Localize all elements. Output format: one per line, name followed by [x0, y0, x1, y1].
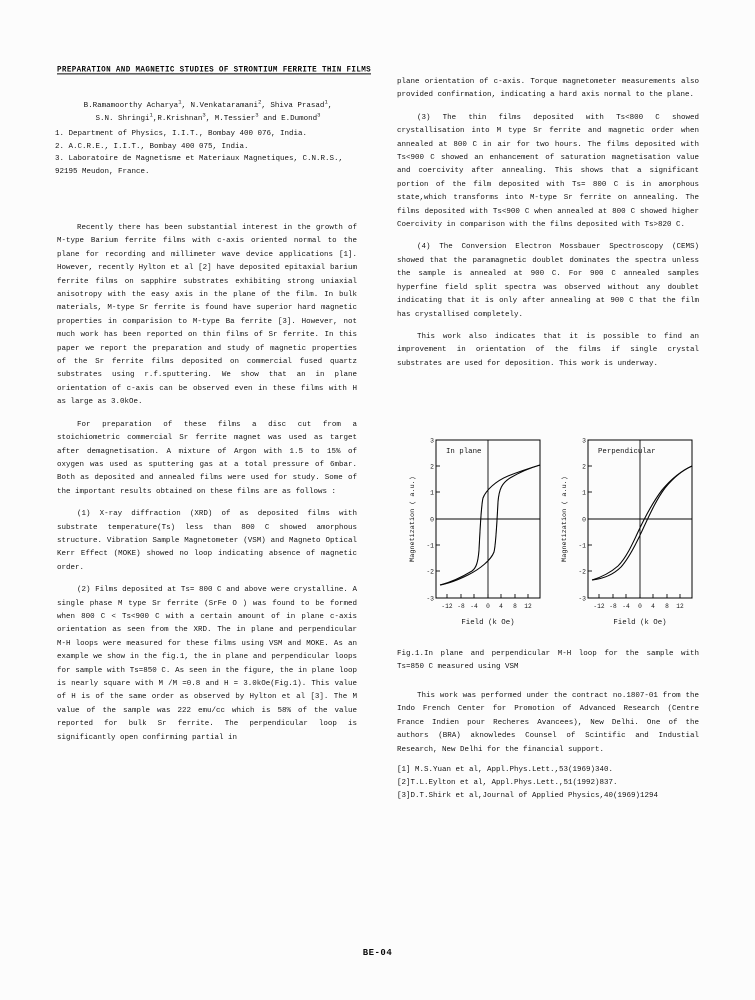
ytick-label: 2: [582, 463, 586, 471]
xtick-label: -8: [457, 603, 465, 610]
paragraph-result-3: (3) The thin films deposited with Ts<800 C showed crystallisation into M type Sr ferrite and magnetic order when annealed at 800 C in air for two hours. The films deposited with Ts<900 C showed an enhancement of saturation magnetisation value and coercivity after annealing. This shows that a significant portion of the film deposited with Ts= 800 C is in amorphous state,which transforms into M-type Sr ferrite on annealing. The films deposited with Ts<900 C when annealed at 800 C showed higher Coercivity in comparison with the films deposited with Ts>820 C.: [397, 113, 699, 230]
paragraph-conclusion: This work also indicates that it is possible to find an improvement in orientation of the films if single crystal substrates are used for deposition. This work is underway.: [397, 332, 699, 368]
page-code: BE-04: [362, 948, 393, 958]
xtick-label: 0: [486, 603, 490, 610]
xtick-label: 8: [665, 603, 669, 610]
body-column-left: [57, 222, 357, 745]
ytick-label: -3: [426, 595, 434, 603]
xtick-label: 12: [524, 603, 532, 610]
affiliation-list: [55, 128, 365, 178]
author-affil-marker: 3: [202, 111, 206, 119]
panel-label: Perpendicular: [598, 448, 656, 456]
reference-item: [1] M.S.Yuan et al, Appl.Phys.Lett.,53(1969)340.: [397, 766, 614, 774]
author-affil-marker: 3: [317, 111, 321, 119]
ytick-label: -1: [578, 542, 586, 550]
author-name: , N.Venkataramani: [181, 102, 259, 110]
chart-in-plane: [400, 432, 546, 640]
author-name: ,R.Krishnan: [152, 114, 203, 123]
affiliation-item: 3. Laboratoire de Magnetisme et Materiaux Magnetiques, C.N.R.S.,: [55, 155, 344, 164]
ytick-label: -3: [578, 595, 586, 603]
xtick-label: -8: [609, 603, 617, 610]
acknowledgement-section: [397, 690, 699, 757]
page-title: PREPARATION AND MAGNETIC STUDIES OF STRONTIUM FERRITE THIN FILMS: [57, 66, 372, 75]
y-axis-label: Magnetization ( a.u.): [561, 476, 569, 562]
x-axis-label: Field (k Oe): [461, 619, 515, 627]
paragraph-result-2-cont: plane orientation of c-axis. Torque magnetometer measurements also provided confirmation, indicating a hard axis normal to the plane.: [397, 78, 699, 100]
affiliation-item: 92195 Meudon, France.: [55, 167, 150, 176]
y-axis-label: Magnetization ( a.u.): [409, 476, 417, 562]
author-affil-marker: 2: [258, 98, 262, 106]
affiliation-item: 1. Department of Physics, I.I.T., Bombay 400 076, India.: [55, 130, 308, 138]
author-affil-marker: 1: [149, 111, 153, 119]
ytick-label: -2: [426, 568, 434, 576]
author-name: B.Ramamoorthy Acharya: [83, 102, 179, 110]
affiliation-item: 2. A.C.R.E., I.I.T., Bombay 400 075, India.: [55, 142, 249, 151]
ytick-label: -1: [426, 542, 434, 550]
xtick-label: 4: [651, 603, 655, 610]
paragraph-result-2: (2) Films deposited at Ts= 800 C and above were crystalline. A single phase M type Sr ferrite (SrFe O ) was found to be formed when 800 C < Ts<900 C with a certain amount of in plane c-axis orientation as seen from the XRD. The in plane and perpendicular M-H loops were measured for these films using VSM and MOKE. As an example we show in the fig.1, the in plane and perpendicular loops for sample with Ts=850 C. As seen in the figure, the in plane loop is nearly square with M /M =0.8 and H = 3.0kOe(Fig.1). This value of H is of the same order as observed by Hylton et al [3]. The M value of the sample was 222 emu/cc which is 58% of the value reported for bulk Sr ferrite. The perpendicular loop is significantly open confirming partial in: [57, 586, 357, 742]
reference-list: [397, 764, 699, 803]
xtick-label: 0: [638, 603, 642, 610]
ytick-label: 0: [582, 516, 586, 524]
xtick-label: 4: [499, 603, 503, 610]
xtick-label: -4: [470, 603, 478, 610]
chart-perpendicular: [552, 432, 698, 640]
figure-1: [400, 432, 700, 640]
ytick-label: 0: [430, 516, 434, 524]
ytick-label: 2: [430, 463, 434, 471]
figure-caption: Fig.1.In plane and perpendicular M-H loop for the sample with Ts=850 C measured using VSM: [397, 650, 699, 671]
author-line-2: [57, 113, 359, 126]
acknowledgement-text: This work was performed under the contract no.1807-01 from the Indo French Center for Promotion of Advanced Research (Centre France Indien pour Recheres Avancees), New Delhi. One of the authors (BRA) aknowledes Counsel of Scintific and Industial Research, New Delhi for the financial support.: [397, 692, 699, 754]
ytick-label: 3: [430, 437, 434, 445]
paragraph-result-4: (4) The Conversion Electron Mossbauer Spectroscopy (CEMS) showed that the paramagnetic doublet dominates the spectra unless the sample is annealed at 900 C. For 900 C annealed samples hyperfine field split spectra was observed without any doublet indicating that it is only after annealing at 900 C that the film has crystallised completely.: [397, 243, 699, 319]
xtick-label: 12: [676, 603, 684, 610]
author-name: , Shiva Prasad: [261, 102, 325, 110]
author-name: , M.Tessier: [205, 114, 256, 123]
reference-item: [3]D.T.Shirk et al,Journal of Applied Physics,40(1969)1294: [397, 792, 659, 800]
paragraph-preparation: For preparation of these films a disc cut from a stoichiometric commercial Sr ferrite magnet was used as target after demagnetisation. A mixture of Argon with 1.5 to 15% of oxygen was used as sputtering gas at a total pressure of 6mbar. Both as deposited and annealed films were used for study. Some of the important results obtained on these films are as follows :: [57, 420, 357, 496]
author-list: B.Ramamoorthy Acharya$^1$, N.Venkataramani$^2$, Shiva Prasad$^1$, S.N. Shringi$^1$,R.Krishnan$^3$, M.Tessier$^3$ and E.Dumond$^3$: [57, 100, 359, 125]
author-name: S.N. Shringi: [95, 114, 150, 123]
ytick-label: 1: [582, 489, 586, 497]
reference-item: [2]T.L.Eylton et al, Appl.Phys.Lett.,51(1992)837.: [397, 779, 618, 787]
ytick-label: 3: [582, 437, 586, 445]
x-axis-label: Field (k Oe): [613, 619, 667, 627]
ytick-label: 1: [430, 489, 434, 497]
xtick-label: 8: [513, 603, 517, 610]
paragraph-intro: Recently there has been substantial interest in the growth of M-type Barium ferrite films with c-axis oriented normal to the plane for recording and millimeter wave device applications [1]. However, recently Hylton et al [2] have deposited epitaxial barium ferrite films on sapphire substrates exhibiting strong uniaxial anisotropy with the easy axis in the plane of the film. In bulk materials, M-type Sr ferrite is found have superior hard magnetic properties in comparision to M-type Ba ferrite [3]. However, not much work has been reported on thin films of Sr ferrite. In this paper we report the preparation and study of magnetic properties of the Sr ferrite films deposited on commercial fused quartz substrates using r.f.sputtering. We show that an in plane orientation of c-axis can be observed even in these films with H as large as 3.0kOe.: [57, 224, 357, 407]
author-affil-marker: 1: [178, 98, 182, 106]
panel-label: In plane: [446, 448, 482, 456]
ytick-label: -2: [578, 568, 586, 576]
xtick-label: -4: [622, 603, 630, 610]
author-affil-marker: 3: [255, 111, 259, 119]
paragraph-result-1: (1) X-ray diffraction (XRD) of as deposited films with substrate temperature(Ts) less than 800 C showed amorphous structure. Vibration Sample Magnetometer (VSM) and Magneto Optical Kerr Effect (MOKE) showed no loop indicating absence of magnetic order.: [57, 510, 357, 572]
author-affil-marker: 1: [324, 98, 328, 106]
author-name: and E.Dumond: [258, 114, 318, 123]
xtick-label: -12: [441, 603, 453, 610]
body-column-right: [397, 76, 699, 371]
xtick-label: -12: [593, 603, 605, 610]
